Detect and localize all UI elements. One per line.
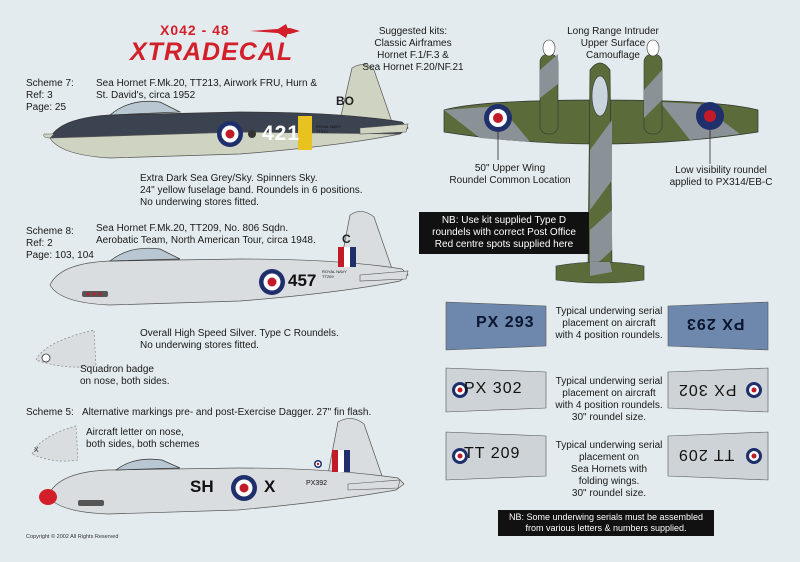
aircraft-letter-note: Aircraft letter on nose, both sides, both schemes	[86, 427, 200, 450]
scheme-5-title: Alternative markings pre- and post-Exercise Dagger. 27" fin flash.	[82, 407, 372, 418]
upper-wing-roundel-note: 50" Upper Wing Roundel Common Location	[449, 163, 571, 186]
suggested-kits: Suggested kits: Classic Airframes Hornet F.1/F.3 & Sea Hornet F.20/NF.21	[362, 26, 464, 73]
scheme-5-code-left: SH	[190, 477, 214, 496]
wing-serial-2-left: PX 302	[464, 380, 523, 397]
scheme-7-small-text: ROYAL NAVY TT213	[316, 124, 341, 134]
scheme-5-side-profile	[38, 410, 408, 520]
jet-logo-icon	[250, 24, 300, 38]
copyright: Copyright © 2002 All Rights Reserved	[26, 534, 119, 540]
squadron-badge-note: Squadron badge on nose, both sides.	[80, 364, 170, 387]
scheme-7-fin-code: BO	[336, 94, 354, 108]
brand-name: XTRADECAL	[130, 38, 294, 66]
scheme-8-notes: Overall High Speed Silver. Type C Roundels. No underwing stores fitted.	[140, 328, 339, 351]
wing-serial-3-note: Typical underwing serial placement on Sea Hornets with folding wings. 30" roundel size.	[555, 440, 663, 499]
wing-serial-1-note: Typical underwing serial placement on aircraft with 4 position roundels.	[555, 306, 663, 341]
wing-serial-2-right: PX 302	[678, 381, 737, 398]
scheme-8-small-text: ROYAL NAVY TT209	[322, 269, 347, 279]
scheme-5-code-right: X	[264, 477, 276, 496]
plan-view-title: Long Range Intruder Upper Surface Camouflage	[567, 26, 659, 61]
scheme-7-notes: Extra Dark Sea Grey/Sky. Spinners Sky. 24" yellow fuselage band. Roundels in 6 positions. No underwing stores fitted.	[140, 173, 363, 208]
wing-serial-1-right: PX 293	[686, 315, 745, 332]
low-vis-roundel-note: Low visibility roundel applied to PX314/EB-C	[669, 165, 773, 188]
scheme-8-title: Sea Hornet F.Mk.20, TT209, No. 806 Sqdn. Aerobatic Team, North American Tour, circa 1948.	[96, 223, 316, 246]
scheme-7-fuselage-code: 421	[262, 122, 301, 145]
nb-roundel-note: NB: Use kit supplied Type D roundels with correct Post Office Red centre spots supplied here	[419, 212, 589, 254]
nose-letter: X	[34, 447, 39, 454]
scheme-7-side-profile	[40, 60, 410, 170]
wing-serial-3-right: TT 209	[678, 446, 735, 463]
wing-serial-1-left: PX 293	[476, 314, 535, 331]
scheme-8-fuselage-code: 457	[288, 271, 317, 290]
scheme-7-label: Scheme 7: Ref: 3 Page: 25	[26, 78, 74, 113]
scheme-7-title: Sea Hornet F.Mk.20, TT213, Airwork FRU, Hurn & St. David's, circa 1952	[96, 78, 318, 101]
wing-serial-2-note: Typical underwing serial placement on aircraft with 4 position roundels. 30" roundel size.	[555, 376, 663, 423]
product-code: X042 - 48	[160, 22, 230, 38]
nb-serials-note: NB: Some underwing serials must be assembled from various letters & numbers supplied.	[498, 510, 714, 536]
scheme-5-serial: PX392	[306, 480, 328, 487]
wing-serial-3-left: TT 209	[464, 445, 521, 462]
scheme-8-label: Scheme 8: Ref: 2 Page: 103, 104	[26, 226, 94, 261]
scheme-8-fin-code: C	[342, 232, 351, 246]
scheme-8-side-profile	[40, 205, 410, 315]
scheme-5-label: Scheme 5:	[26, 407, 74, 418]
